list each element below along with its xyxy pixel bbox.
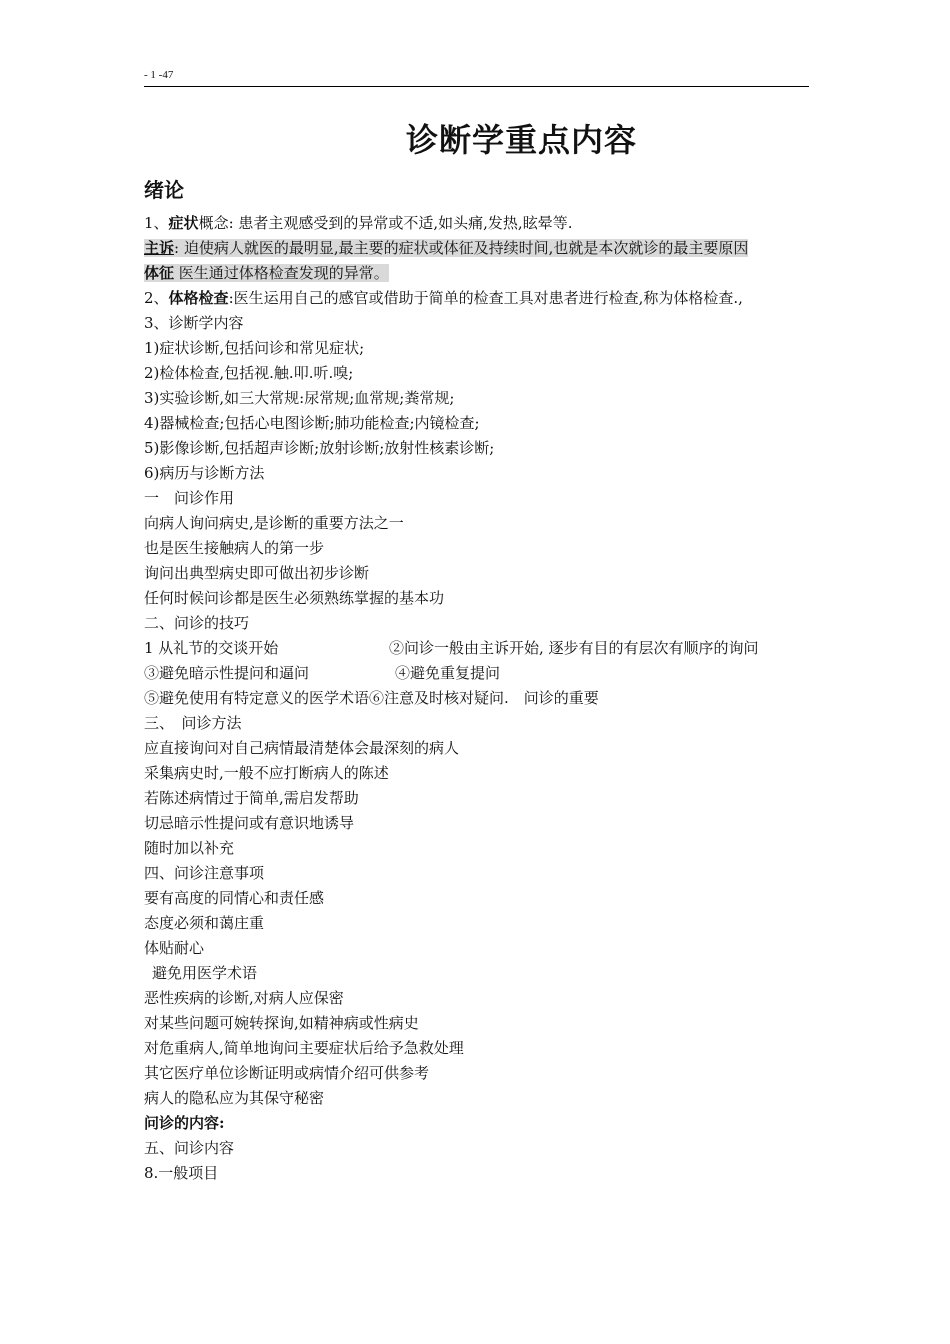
subheading: 一 问诊作用: [144, 489, 235, 507]
term-sign: 体征: [144, 264, 175, 282]
text-line: 5)影像诊断,包括超声诊断;放射诊断;放射性核素诊断;: [144, 439, 495, 457]
technique-item: ④避免重复提问: [395, 664, 501, 682]
term-symptom: 症状: [168, 214, 199, 232]
text-line: 向病人询问病史,是诊断的重要方法之一: [144, 514, 404, 532]
text-line: 病人的隐私应为其保守秘密: [144, 1089, 325, 1107]
subheading: 二、问诊的技巧: [144, 614, 250, 632]
text-line: 任何时候问诊都是医生必须熟练掌握的基本功: [144, 589, 445, 607]
subheading: 三、 问诊方法: [144, 714, 242, 732]
paragraph-symptom: [144, 211, 809, 236]
text-line: 1)症状诊断,包括问诊和常见症状;: [144, 339, 365, 357]
subheading: 四、问诊注意事项: [144, 864, 265, 882]
document-title: 诊断学重点内容: [405, 121, 637, 159]
text-line: 对某些问题可婉转探询,如精神病或性病史: [144, 1014, 419, 1032]
document-body: [144, 211, 809, 1186]
text-line: 若陈述病情过于简单,需启发帮助: [144, 789, 359, 807]
text-line: 其它医疗单位诊断证明或病情介绍可供参考: [144, 1064, 430, 1082]
paragraph-physical-exam: [144, 286, 809, 311]
text-line: 6)病历与诊断方法: [144, 464, 265, 482]
definition-physical-exam: :医生运用自己的感官或借助于简单的检查工具对患者进行检查,称为体格检查.,: [228, 289, 743, 307]
text-line: 应直接询问对自己病情最清楚体会最深刻的病人: [144, 739, 460, 757]
text-line: 也是医生接触病人的第一步: [144, 539, 325, 557]
technique-row: [144, 636, 809, 661]
text-line: 采集病史时,一般不应打断病人的陈述: [144, 764, 389, 782]
item-number: 2、: [144, 289, 169, 307]
text-line: 询问出典型病史即可做出初步诊断: [144, 564, 370, 582]
text-line: ⑤避免使用有特定意义的医学术语⑥注意及时核对疑问. 问诊的重要: [144, 689, 599, 707]
page-header: [144, 64, 809, 87]
text-line: 要有高度的同情心和责任感: [144, 889, 325, 907]
text-line: 3、诊断学内容: [144, 314, 244, 332]
subheading-bold: 问诊的内容:: [144, 1114, 225, 1132]
text-line: 态度必须和蔼庄重: [144, 914, 265, 932]
text-line: 体贴耐心: [144, 939, 205, 957]
paragraph-sign: [144, 261, 809, 286]
page-number: - 1 -47: [144, 69, 174, 81]
definition-chief-complaint: : 迫使病人就医的最明显,最主要的症状或体征及持续时间,也就是本次就诊的最主要原因: [174, 239, 749, 257]
technique-item: 1 从礼节的交谈开始: [144, 639, 279, 657]
text-line: 避免用医学术语: [152, 964, 258, 982]
technique-row: [144, 661, 809, 686]
text-line: 对危重病人,简单地询问主要症状后给予急救处理: [144, 1039, 464, 1057]
text-line: 3)实验诊断,如三大常规:尿常规;血常规;粪常规;: [144, 389, 455, 407]
section-heading: 绪论: [144, 178, 184, 202]
item-number: 1、: [144, 214, 169, 232]
technique-item: ③避免暗示性提问和逼问: [144, 664, 310, 682]
text-line: 2)检体检查,包括视.触.叩.听.嗅;: [144, 364, 354, 382]
term-chief-complaint: 主诉: [144, 239, 175, 257]
definition-sign: 医生通过体格检查发现的异常。: [174, 264, 389, 282]
subheading: 五、问诊内容: [144, 1139, 235, 1157]
text-line: 8.一般项目: [144, 1164, 219, 1182]
text-line: 切忌暗示性提问或有意识地诱导: [144, 814, 355, 832]
definition-symptom: 概念: 患者主观感受到的异常或不适,如头痛,发热,眩晕等.: [198, 214, 573, 232]
term-physical-exam: 体格检查: [168, 289, 229, 307]
text-line: 恶性疾病的诊断,对病人应保密: [144, 989, 344, 1007]
text-line: 4)器械检查;包括心电图诊断;肺功能检查;内镜检查;: [144, 414, 480, 432]
text-line: 随时加以补充: [144, 839, 235, 857]
technique-item: ②问诊一般由主诉开始, 逐步有目的有层次有顺序的询问: [389, 639, 759, 657]
paragraph-chief-complaint: [144, 236, 809, 261]
